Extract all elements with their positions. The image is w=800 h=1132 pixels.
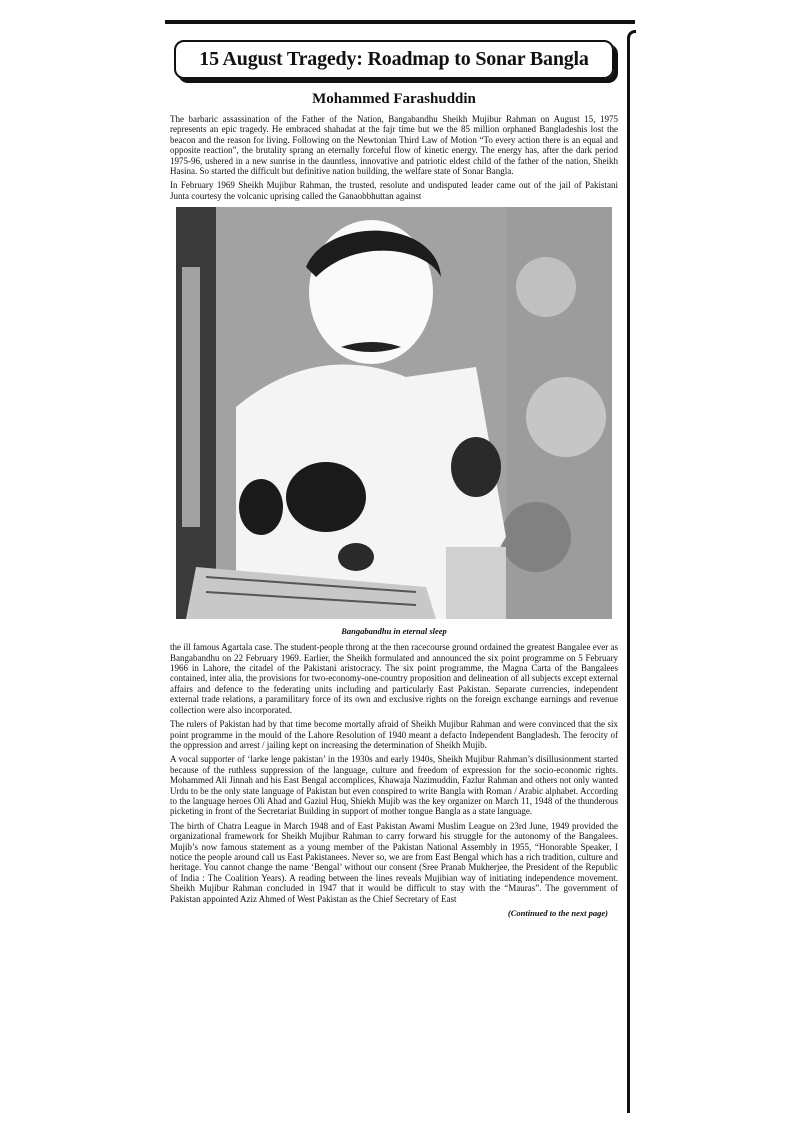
paragraph-4: The rulers of Pakistan had by that time become mortally afraid of Sheikh Mujibur Rahman and were convinced that the six point programme in the mould of the Lahore Resolution of 1940 meant a defacto Independent Bangladesh. The ferocity of the oppression and arrest / jailing kept on increasing the determination of Sheikh Mujib. xyxy=(170,719,618,750)
article-title: 15 August Tragedy: Roadmap to Sonar Bangla xyxy=(199,48,589,70)
photo-caption: Bangabandhu in eternal sleep xyxy=(341,626,447,637)
continued-note: (Continued to the next page) xyxy=(507,908,608,918)
paragraph-1: The barbaric assassination of the Father of the Nation, Bangabandhu Sheikh Mujibur Rahman on August 15, 1975 represents an epic tragedy. He embraced shahadat at the fajr time but we the 85 million orphaned Bangladeshis lost the beacon and the reason for living. Following on the Newtonian Third Law of Motion “To every action there is an equal and opposite reaction”, the brutality sprang an eternally forceful flow of kinetic energy. The energy has, after the dark period 1975-96, ushered in a new sunrise in the dauntless, innovative and patriotic eldest child of the father of the nation, Sheikh Hasina. So started the difficult but definitive nation building, the welfare state of Sonar Bangla. xyxy=(170,114,618,177)
paragraph-5: A vocal supporter of ‘larke lenge pakistan’ in the 1930s and early 1940s, Sheikh Mujibur Rahman’s disillusionment started because of the ruthless suppression of the language, culture and freedom of expression for the socio-economic rights. Mohammed Ali Jinnah and his East Bengal accomplices, Khawaja Nazimuddin, Fazlur Rahman and others not only wanted Urdu to be the only state language of Pakistan but even conspired to write Bangla with Roman / Arabic alphabet. According to the language heroes Oli Ahad and Gaziul Huq, Shiekh Mujib was the key organizer on March 11, 1948 of the thunderous picketing in front of the Secretariat Building in support of mother tongue Bangla as a state language. xyxy=(170,754,618,817)
top-rule xyxy=(165,20,635,24)
paragraph-3: the ill famous Agartala case. The student-people throng at the then racecourse ground ordained the greatest Bangalee ever as Bangabandhu on 22 February 1969. Earlier, the Sheikh formulated and announced the six point programme on 5 February 1966 in Lahore, the citadel of the Pakistani aristocracy. The six point programme, the Magna Carta of the Bangalees contained, inter alia, the provisions for two-economy-one-country proposition and delineation of all subjects except external affairs and defence to the federating units including and particularly East Pakistan. Separate currencies, independent external trade relations, a paramilitary force of its own and exclusive rights on the foreign exchange earnings and revenue collection were also incorporated. xyxy=(170,642,618,715)
photo-figure xyxy=(170,207,618,636)
title-box xyxy=(174,40,614,79)
article-page xyxy=(170,40,618,918)
side-rule xyxy=(627,30,636,1113)
bangabandhu-photo xyxy=(176,207,612,619)
paragraph-6: The birth of Chatra League in March 1948 and of East Pakistan Awami Muslim League on 23rd June, 1949 provided the organizational framework for Sheikh Mujibur Rahman to carry forward his struggle for the autonomy of the Bangalees. Mujib’s now famous statement as a young member of the Pakistan National Assembly in 1955, “Honorable Speaker, I notice the people around call us East Pakistanees. Never so, we are from East Bengal which has a rich tradition, culture and heritage. You cannot change the name ‘Bengal’ without our consent (Sree Pranab Mukherjee, the President of the Republic of India : The Coalition Years). A reading between the lines reveals Mujibian way of initiating independence movement. Sheikh Mujibur Rahman concluded in 1947 that it would be difficult to stay with the “Mauras”. The government of Pakistan appointed Aziz Ahmed of West Pakistan as the Chief Secretary of East xyxy=(170,820,618,904)
paragraph-2: In February 1969 Sheikh Mujibur Rahman, the trusted, resolute and undisputed leader came out of the jail of Pakistani Junta courtesy the volcanic uprising called the Ganaobbhuttan against xyxy=(170,180,618,201)
author-byline: Mohammed Farashuddin xyxy=(312,91,476,107)
